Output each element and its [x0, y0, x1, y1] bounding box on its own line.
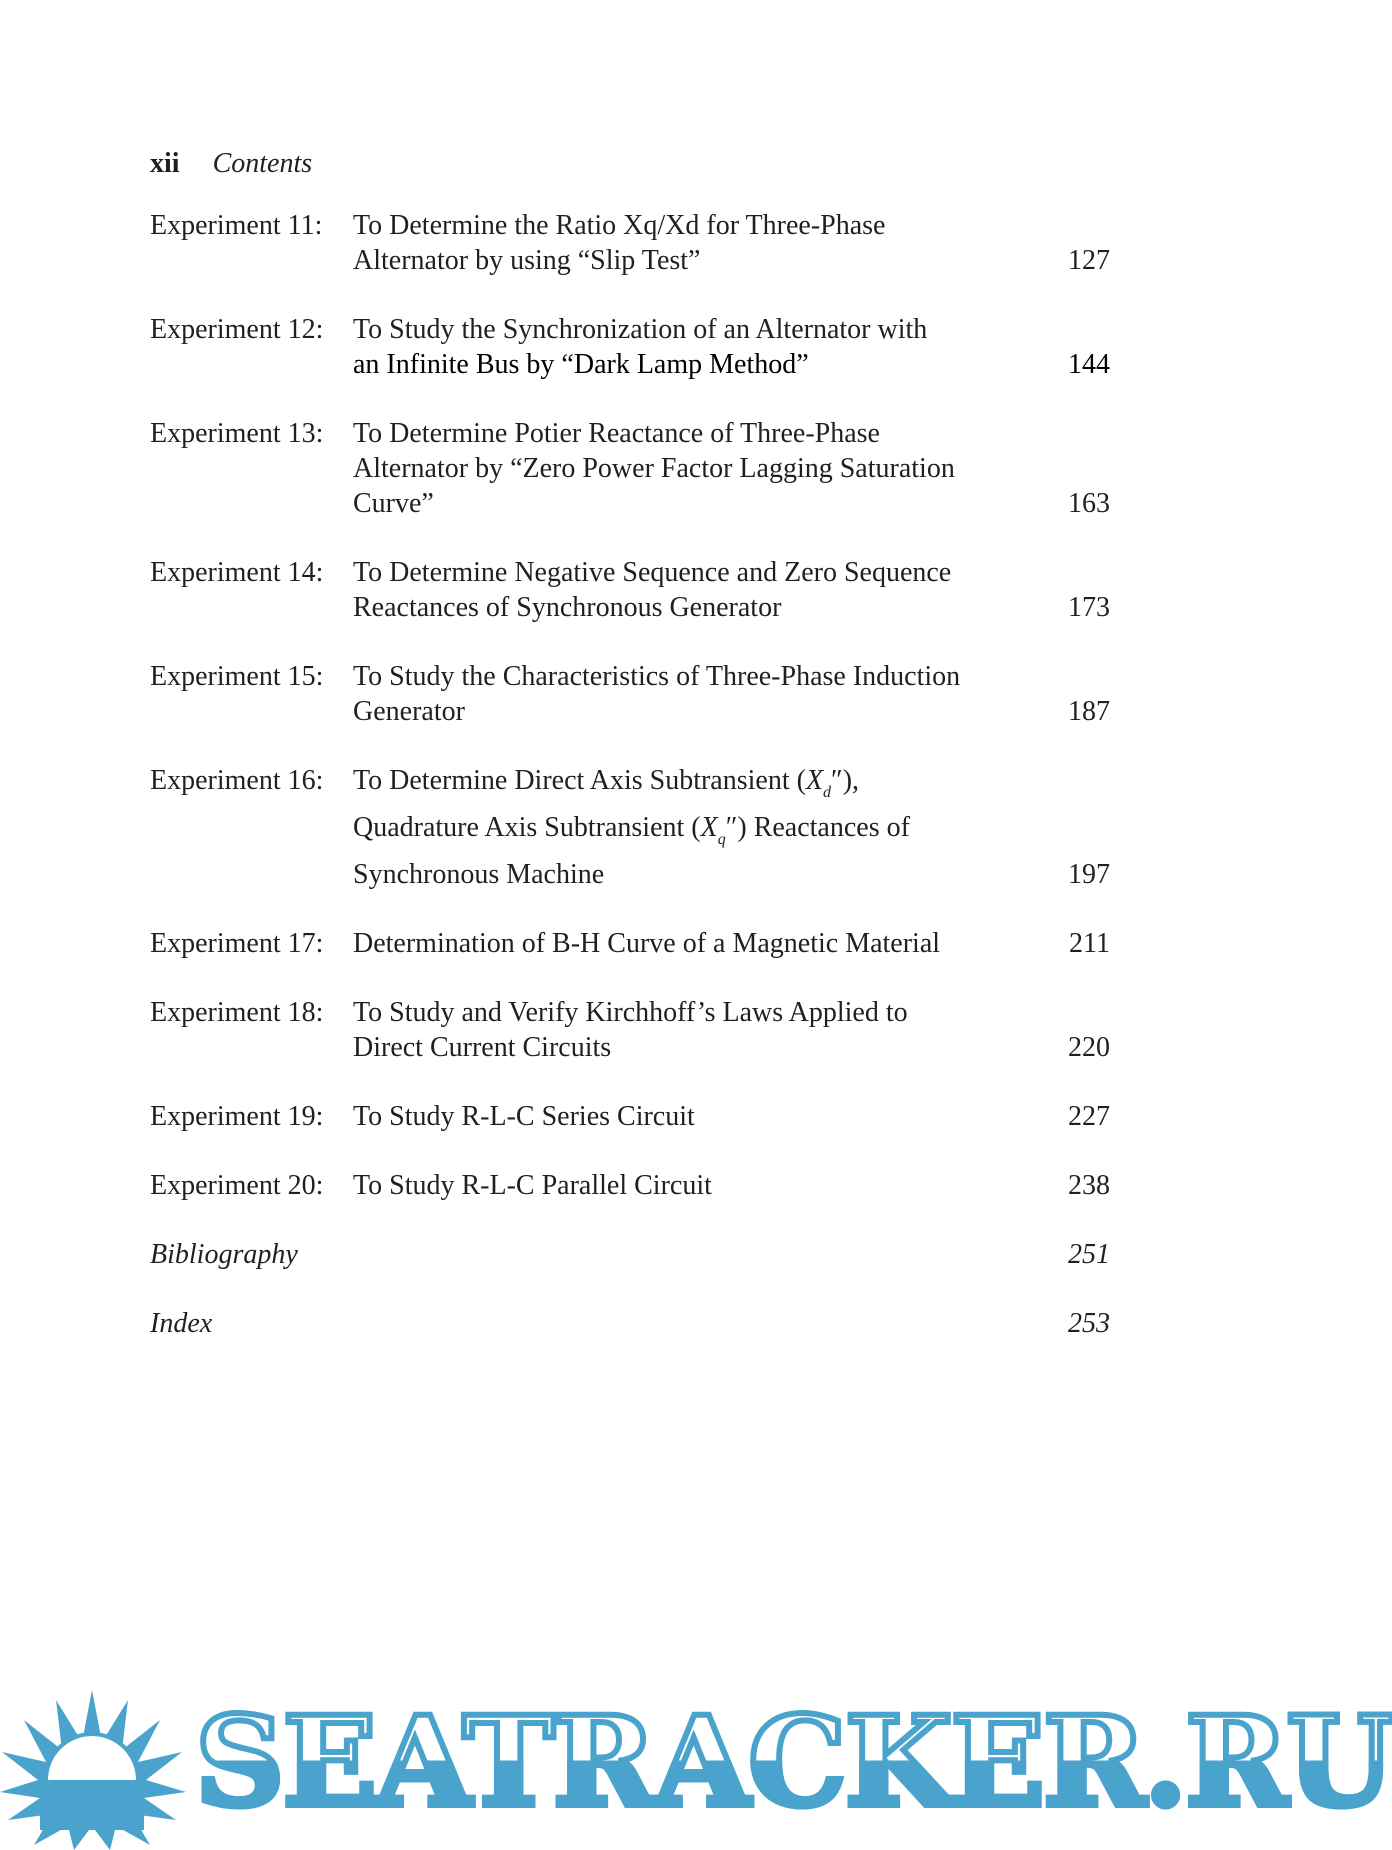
toc-entry-title-line: Alternator by “Zero Power Factor Lagging Saturation: [353, 453, 955, 484]
toc-entry-title-line: [353, 763, 1013, 810]
toc-entry-label: Bibliography: [150, 1239, 298, 1270]
toc-entry-title-line: To Determine the Ratio Xq/Xd for Three-Phase: [353, 210, 886, 241]
sun-icon: [0, 1690, 186, 1850]
toc-entry-title: [353, 416, 1013, 521]
title-text: Quadrature Axis Subtransient (: [353, 812, 701, 843]
toc-entry-label: Experiment 19:: [150, 1101, 324, 1132]
title-text: To Determine Direct Axis Subtransient (: [353, 765, 806, 796]
toc-entry-experiment-14[interactable]: [150, 555, 1110, 625]
toc-entry-experiment-12[interactable]: [150, 312, 1110, 382]
toc-entry-page: 251: [1068, 1239, 1110, 1270]
toc-entry-title-line: To Determine Potier Reactance of Three-Phase: [353, 418, 880, 449]
toc-entry-label: Experiment 16:: [150, 765, 324, 796]
page-folio: xii: [150, 148, 180, 179]
toc-entry-page: 220: [1068, 1032, 1110, 1063]
toc-entry-label: Experiment 15:: [150, 661, 324, 692]
toc-entry-label: Index: [150, 1308, 213, 1339]
toc-entry-title-line: Generator: [353, 696, 465, 727]
toc-entry-title-line: Alternator by using “Slip Test”: [353, 245, 701, 276]
toc-entry-experiment-19[interactable]: [150, 1099, 1110, 1134]
toc-entry-index[interactable]: [150, 1306, 1110, 1341]
toc-entry-label: Experiment 12:: [150, 314, 324, 345]
toc-entry-title: [353, 659, 1013, 729]
toc-entry-title-line: To Study the Characteristics of Three-Phase Induction: [353, 661, 961, 692]
math-subscript: d: [823, 784, 832, 801]
toc-entry-page: 127: [1068, 245, 1110, 276]
toc-entry-page: 173: [1068, 592, 1110, 623]
toc-entry-title: [353, 1099, 1013, 1134]
toc-entry-title-line: Determination of B-H Curve of a Magnetic Material: [353, 928, 941, 959]
toc-entry-page: 238: [1068, 1170, 1110, 1201]
toc-entry-title: [353, 763, 1013, 892]
toc-entry-label: Experiment 11:: [150, 210, 323, 241]
math-variable: X: [700, 812, 718, 843]
toc-entry-bibliography[interactable]: [150, 1237, 1110, 1272]
toc-entry-title: [353, 1168, 1013, 1203]
toc-entry-title-line: To Study the Synchronization of an Alternator with: [353, 314, 928, 345]
toc-entry-title: [353, 555, 1013, 625]
title-text: ″),: [831, 765, 860, 796]
math-variable: X: [805, 765, 824, 796]
toc-entry-title: [353, 208, 1013, 278]
toc-entry-page: 144: [1068, 349, 1110, 380]
running-head-title: Contents: [212, 148, 313, 179]
toc-entry-title-line: Direct Current Circuits: [353, 1032, 612, 1063]
toc-entry-experiment-18[interactable]: [150, 995, 1110, 1065]
toc-entry-page: 163: [1068, 488, 1110, 519]
toc-entry-experiment-15[interactable]: [150, 659, 1110, 729]
toc-entry-page: 187: [1068, 696, 1110, 727]
table-of-contents: [150, 208, 1110, 1375]
toc-entry-experiment-20[interactable]: [150, 1168, 1110, 1203]
toc-entry-label: Experiment 13:: [150, 418, 324, 449]
math-subscript: q: [717, 831, 726, 848]
toc-entry-title-line: an Infinite Bus by “Dark Lamp Method”: [353, 349, 809, 380]
toc-entry-experiment-13[interactable]: [150, 416, 1110, 521]
toc-entry-page: 211: [1069, 928, 1110, 959]
toc-entry-title: [353, 312, 1013, 382]
toc-entry-title-line: [353, 810, 1013, 857]
toc-entry-title-line: Reactances of Synchronous Generator: [353, 592, 782, 623]
toc-entry-label: Experiment 18:: [150, 997, 324, 1028]
toc-entry-title: [353, 926, 1013, 961]
running-head: [150, 146, 312, 182]
toc-entry-page: 227: [1068, 1101, 1110, 1132]
toc-entry-experiment-11[interactable]: [150, 208, 1110, 278]
toc-entry-title-line: Curve”: [353, 488, 434, 519]
watermark-text: SEATRACKER.RU: [195, 1690, 1392, 1835]
toc-entry-page: 253: [1068, 1308, 1110, 1339]
title-text: ″) Reactances of: [725, 812, 910, 843]
toc-entry-experiment-17[interactable]: [150, 926, 1110, 961]
toc-entry-title: [353, 995, 1013, 1065]
toc-entry-label: Experiment 17:: [150, 928, 324, 959]
toc-entry-title-line: To Study and Verify Kirchhoff’s Laws Applied to: [353, 997, 908, 1028]
toc-entry-label: Experiment 20:: [150, 1170, 324, 1201]
toc-entry-title-line: To Study R-L-C Series Circuit: [353, 1101, 695, 1132]
toc-entry-page: 197: [1068, 859, 1110, 890]
toc-entry-label: Experiment 14:: [150, 557, 324, 588]
toc-entry-experiment-16[interactable]: [150, 763, 1110, 892]
toc-entry-title-line: To Study R-L-C Parallel Circuit: [353, 1170, 712, 1201]
toc-entry-title-line: Synchronous Machine: [353, 859, 605, 890]
toc-entry-title-line: To Determine Negative Sequence and Zero Sequence: [353, 557, 952, 588]
